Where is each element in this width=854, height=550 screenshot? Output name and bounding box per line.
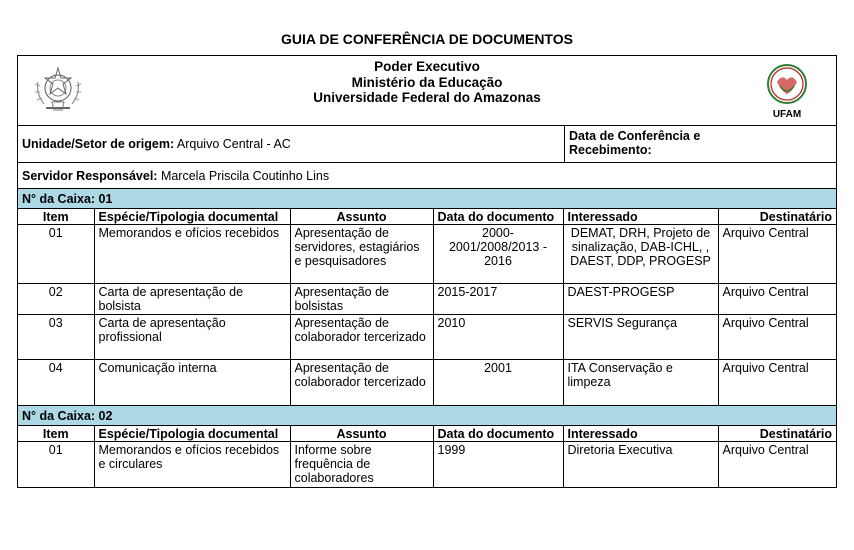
cell-interessado: ITA Conservação e limpeza [563,360,718,406]
table-header-row [18,209,836,225]
col-especie-header: Espécie/Tipologia documental [94,426,290,442]
caixa-label: N° da Caixa: 01 [22,192,113,206]
col-destinatario-header: Destinatário [718,209,836,225]
servidor-field [22,169,329,183]
header-line-ministry: Ministério da Educação [351,74,503,90]
cell-especie: Memorandos e ofícios recebidos [94,225,290,284]
cell-data: 2000-2001/2008/2013 - 2016 [433,225,563,284]
unit-label: Unidade/Setor de origem: [22,137,175,151]
institution-header [18,56,836,126]
cell-especie: Memorandos e ofícios recebidos e circulares [94,442,290,488]
unit-field [22,137,291,151]
servidor-label: Servidor Responsável: [22,169,158,183]
table-header-row [18,426,836,442]
cell-item: 01 [18,442,94,488]
date-field [564,126,835,162]
cell-data: 1999 [433,442,563,488]
cell-interessado: DEMAT, DRH, Projeto de sinalização, DAB-ICHL, , DAEST, DDP, PROGESP [563,225,718,284]
servidor-value: Marcela Priscila Coutinho Lins [157,169,330,183]
cell-assunto: Apresentação de colaborador tercerizado [290,315,433,360]
ufam-logo [760,62,814,120]
cell-destinatario: Arquivo Central [718,225,836,284]
caixa-header-01 [18,189,836,209]
date-label-line1: Data de Conferência e [569,129,701,143]
unit-row [18,126,836,163]
date-label-line2: Recebimento: [569,143,652,157]
col-assunto-header: Assunto [290,209,433,225]
cell-assunto: Apresentação de servidores, estagiários e pesquisadores [290,225,433,284]
table-row [18,360,836,406]
col-especie-header: Espécie/Tipologia documental [94,209,290,225]
table-row [18,315,836,360]
cell-interessado: SERVIS Segurança [563,315,718,360]
cell-interessado: DAEST-PROGESP [563,284,718,315]
table-row [18,225,836,284]
cell-assunto: Apresentação de colaborador tercerizado [290,360,433,406]
cell-item: 01 [18,225,94,284]
col-interessado-header: Interessado [563,426,718,442]
cell-destinatario: Arquivo Central [718,284,836,315]
cell-assunto: Apresentação de bolsistas [290,284,433,315]
cell-especie: Carta de apresentação profissional [94,315,290,360]
document-title: GUIA DE CONFERÊNCIA DE DOCUMENTOS [281,31,573,47]
cell-data: 2015-2017 [433,284,563,315]
caixa-header-02 [18,406,836,426]
institution-names [18,59,836,106]
cell-interessado: Diretoria Executiva [563,442,718,488]
table-row [18,284,836,315]
cell-item: 04 [18,360,94,406]
caixa-table-01 [18,209,836,406]
table-row [18,442,836,488]
cell-data: 2010 [433,315,563,360]
cell-especie: Comunicação interna [94,360,290,406]
servidor-row [18,163,836,189]
ufam-emblem-icon [760,62,814,106]
col-data-header: Data do documento [433,426,563,442]
header-line-executive: Poder Executivo [374,59,480,74]
unit-value: Arquivo Central - AC [174,137,291,151]
cell-assunto: Informe sobre frequência de colaboradores [290,442,433,488]
col-item-header: Item [18,426,94,442]
caixa-table-02 [18,426,836,488]
caixa-label: N° da Caixa: 02 [22,409,113,423]
cell-data: 2001 [433,360,563,406]
cell-especie: Carta de apresentação de bolsista [94,284,290,315]
cell-item: 02 [18,284,94,315]
col-interessado-header: Interessado [563,209,718,225]
cell-item: 03 [18,315,94,360]
ufam-caption: UFAM [772,109,802,120]
document-frame [17,55,837,488]
cell-destinatario: Arquivo Central [718,442,836,488]
col-assunto-header: Assunto [290,426,433,442]
col-item-header: Item [18,209,94,225]
header-line-university: Universidade Federal do Amazonas [313,90,541,105]
col-data-header: Data do documento [433,209,563,225]
cell-destinatario: Arquivo Central [718,315,836,360]
col-destinatario-header: Destinatário [718,426,836,442]
cell-destinatario: Arquivo Central [718,360,836,406]
